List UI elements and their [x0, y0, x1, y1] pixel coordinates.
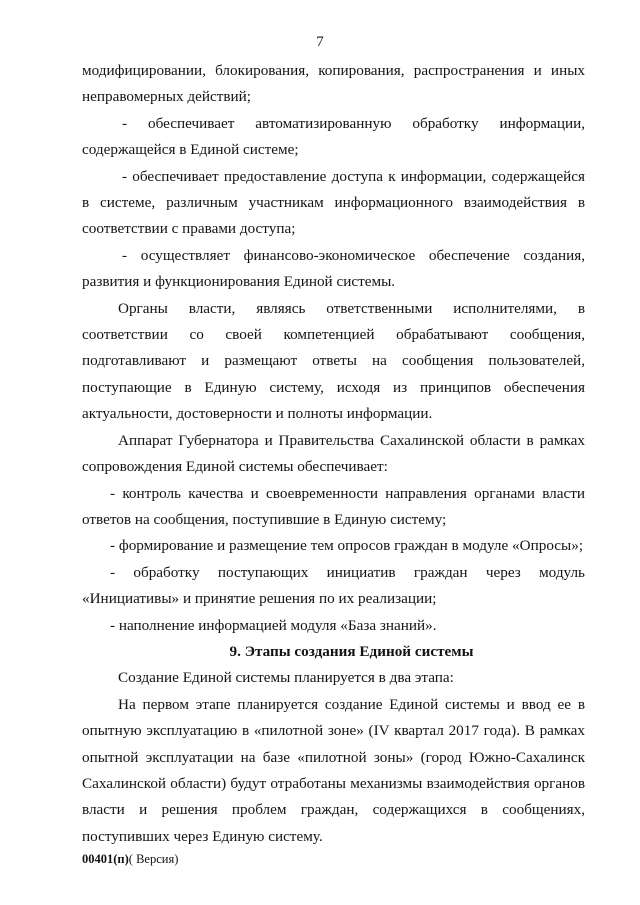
paragraph: На первом этапе планируется создание Единой системы и ввод ее в опытную эксплуатацию в «пилотной зоне» (IV квартал 2017 года). В рамках опытной эксплуатации на базе «пилотной зоны» (город Южно-Сахалинск Сахалинской области) будут отработаны механизмы взаимодействия органов власти и решения проблем граждан, содержащихся в сообщениях, поступивших через Единую систему. — [82, 695, 585, 845]
list-item: - обеспечивает предоставление доступа к информации, содержащейся в системе, различным участникам информационного взаимодействия в соответствии с правами доступа; — [82, 167, 585, 238]
paragraph: Создание Единой системы планируется в два этапа: — [118, 669, 454, 687]
page-number: 7 — [316, 34, 324, 50]
list-item: - формирование и размещение тем опросов граждан в модуле «Опросы»; — [110, 537, 584, 555]
document-body — [82, 58, 585, 850]
document-code: 00401(п) — [82, 852, 129, 866]
document-footer — [82, 852, 178, 867]
paragraph: Органы власти, являясь ответственными исполнителями, в соответствии со своей компетенцией обрабатывают сообщения, подготавливают и размещают ответы на сообщения пользователей, поступающие в Единую систему, исходя из принципов обеспечения актуальности, достоверности и полноты информации. — [82, 299, 585, 423]
document-version: ( Версия) — [128, 852, 179, 866]
paragraph-continuation: модифицировании, блокирования, копирования, распространения и иных неправомерных действий; — [82, 62, 585, 106]
paragraph: Аппарат Губернатора и Правительства Сахалинской области в рамках сопровождения Единой системы обеспечивает: — [82, 431, 585, 476]
list-item: - обеспечивает автоматизированную обработку информации, содержащейся в Единой системе; — [82, 114, 585, 159]
list-item: - контроль качества и своевременности направления органами власти ответов на сообщения, поступившие в Единую систему; — [82, 484, 585, 528]
list-item: - наполнение информацией модуля «База знаний». — [110, 616, 437, 634]
list-item: - осуществляет финансово-экономическое обеспечение создания, развития и функционирования Единой системы. — [82, 246, 585, 291]
list-item: - обработку поступающих инициатив граждан через модуль «Инициативы» и принятие решения по их реализации; — [82, 563, 585, 608]
section-heading: 9. Этапы создания Единой системы — [229, 642, 474, 660]
